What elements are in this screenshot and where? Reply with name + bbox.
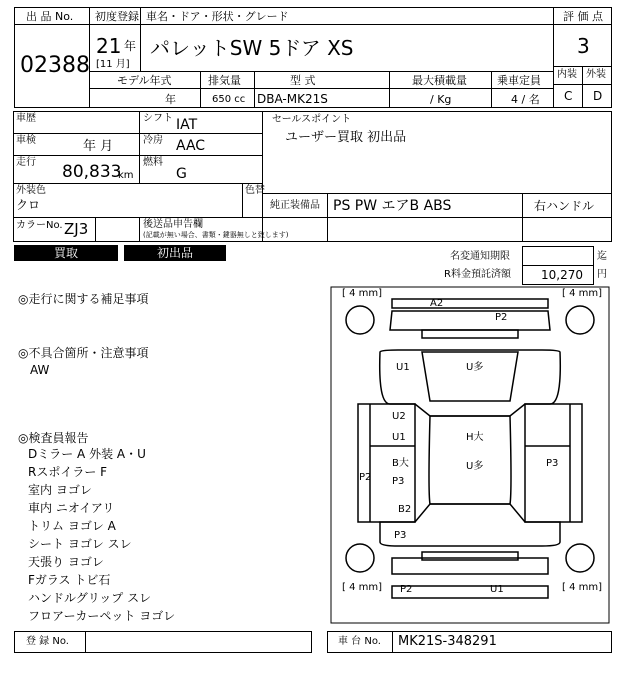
model-year-label: モデル年式 <box>117 74 172 87</box>
sales-point-value: ユーザー買取 初出品 <box>285 130 407 145</box>
model-type: DBA-MK21S <box>257 92 328 106</box>
handle-value: 右ハンドル <box>534 199 595 213</box>
chassis-value: MK21S-348291 <box>398 634 497 649</box>
tag-buyback: 買取 <box>14 245 118 261</box>
model-year-unit: 年 <box>165 93 176 106</box>
shipping-label: 後送品申告欄 <box>143 219 203 230</box>
load-label: 最大積載量 <box>412 74 467 87</box>
mark-right-side: P3 <box>546 458 559 469</box>
equipment-value: PS PW エアB ABS <box>333 198 452 214</box>
fuel-value: G <box>176 166 187 182</box>
color-value: クロ <box>16 198 41 212</box>
car-name: パレットSW 5ドア XS <box>150 36 354 60</box>
lot-label: 出 品 No. <box>26 10 74 23</box>
defects-value: AW <box>30 363 50 377</box>
interior-grade: C <box>564 89 573 103</box>
reg-no-label: 登 録 No. <box>26 636 69 647</box>
inspector-heading: ◎検査員報告 <box>18 431 89 445</box>
lot-number: 02388 <box>20 53 90 78</box>
mark-left-front-door-a: U2 <box>392 411 406 422</box>
fuel-label: 燃料 <box>143 157 163 168</box>
load-value: / Kg <box>430 93 452 106</box>
history-label: 車歴 <box>16 113 36 124</box>
mileage-value: 80,833 <box>62 162 122 182</box>
exterior-grade: D <box>593 89 603 103</box>
mark-front-top: P2 <box>495 312 508 323</box>
name-change-unit: 迄 <box>597 251 607 262</box>
rear-lower-shape <box>392 586 548 598</box>
report-line: シート ヨゴレ スレ <box>28 537 132 551</box>
color-no-value: ZJ3 <box>64 220 89 238</box>
ac-value: AAC <box>176 138 206 154</box>
shift-label: シフト <box>143 113 173 124</box>
windshield-shape <box>422 352 518 401</box>
score-value: 3 <box>577 34 590 58</box>
report-line: Rスポイラー F <box>28 465 108 479</box>
front-grille-shape <box>422 330 518 338</box>
first-reg-label: 初度登録 <box>95 10 139 23</box>
report-line: 車内 ニオイアリ <box>28 501 115 515</box>
repaint-label: 色替 <box>245 185 265 196</box>
inspection-label: 車検 <box>16 135 36 146</box>
car-name-label: 車名・ドア・形状・グレード <box>146 10 289 23</box>
color-label: 外装色 <box>16 185 46 196</box>
tire-label-rr: [ 4 mm] <box>562 582 603 593</box>
shipping-note: (記載が無い場合、書類・鍵器無しと致します) <box>143 231 289 239</box>
first-reg-year: 21 <box>96 34 122 58</box>
report-line: Dミラー A 外装 A・U <box>28 447 146 461</box>
tire-rear-right <box>566 544 594 572</box>
displacement: 650 cc <box>212 94 246 105</box>
capacity-label: 乗車定員 <box>497 74 541 87</box>
first-reg-month: [11 月] <box>96 59 130 70</box>
mark-rear-left-a: B2 <box>398 504 412 515</box>
mileage-unit: km <box>118 170 134 181</box>
name-change-label: 名変通知期限 <box>450 251 510 262</box>
mark-front-left-fender: U1 <box>396 362 410 373</box>
tire-front-right <box>566 306 594 334</box>
report-line: ハンドルグリップ スレ <box>28 591 152 605</box>
tire-label-fl: [ 4 mm] <box>342 288 383 299</box>
front-bumper-shape <box>392 299 548 308</box>
recycle-value: 10,270 <box>541 268 583 282</box>
mileage-label: 走行 <box>16 157 36 168</box>
year-unit: 年 <box>124 39 137 53</box>
report-line: フロアーカーペット ヨゴレ <box>28 609 176 623</box>
chassis-label: 車 台 No. <box>338 636 381 647</box>
mark-bumper-front: A2 <box>430 298 444 309</box>
color-no-label: カラーNo. <box>16 220 63 231</box>
type-label: 型 式 <box>290 74 316 87</box>
hood-shape <box>380 350 561 416</box>
front-lower-shape <box>390 311 550 330</box>
mark-rear-left-b: P3 <box>394 530 407 541</box>
interior-label: 内装 <box>557 69 577 80</box>
equip-label: 純正装備品 <box>270 200 320 211</box>
mark-left-side: P2 <box>359 472 372 483</box>
supplement-heading: ◎走行に関する補足事項 <box>18 292 149 306</box>
score-label: 評 価 点 <box>563 10 603 23</box>
tire-rear-left <box>346 544 374 572</box>
mark-left-rear-door-a: B大 <box>392 458 409 469</box>
rear-plate-shape <box>422 552 518 560</box>
mark-roof-a: H大 <box>466 432 484 443</box>
defects-heading: ◎不具合箇所・注意事項 <box>18 346 149 360</box>
name-change-box <box>522 246 594 266</box>
sales-point-label: セールスポイント <box>272 114 352 125</box>
mark-rear-bumper-left: P2 <box>400 584 413 595</box>
tire-label-fr: [ 4 mm] <box>562 288 603 299</box>
tire-front-left <box>346 306 374 334</box>
report-line: Fガラス トビ石 <box>28 573 111 587</box>
tire-label-rl: [ 4 mm] <box>342 582 383 593</box>
exterior-label: 外装 <box>586 69 606 80</box>
damage-diagram <box>330 286 610 624</box>
mark-left-rear-door-b: P3 <box>392 476 405 487</box>
displacement-label: 排気量 <box>208 74 241 87</box>
recycle-unit: 円 <box>597 269 607 280</box>
recycle-label: R料金預託済額 <box>444 269 511 280</box>
capacity-value: 4 / 名 <box>511 93 540 106</box>
inspection-value: 年 月 <box>83 139 114 154</box>
report-line: 室内 ヨゴレ <box>28 483 92 497</box>
mark-rear-bumper-right: U1 <box>490 584 504 595</box>
ac-label: 冷房 <box>143 135 163 146</box>
mark-roof-b: U多 <box>466 461 484 472</box>
mark-left-front-door-b: U1 <box>392 432 406 443</box>
roof-shape <box>429 416 511 504</box>
tag-first-listing: 初出品 <box>124 245 226 261</box>
report-line: トリム ヨゴレ A <box>28 519 116 533</box>
shift-value: IAT <box>176 117 198 133</box>
report-line: 天張り ヨゴレ <box>28 555 104 569</box>
mark-hood: U多 <box>466 362 484 373</box>
